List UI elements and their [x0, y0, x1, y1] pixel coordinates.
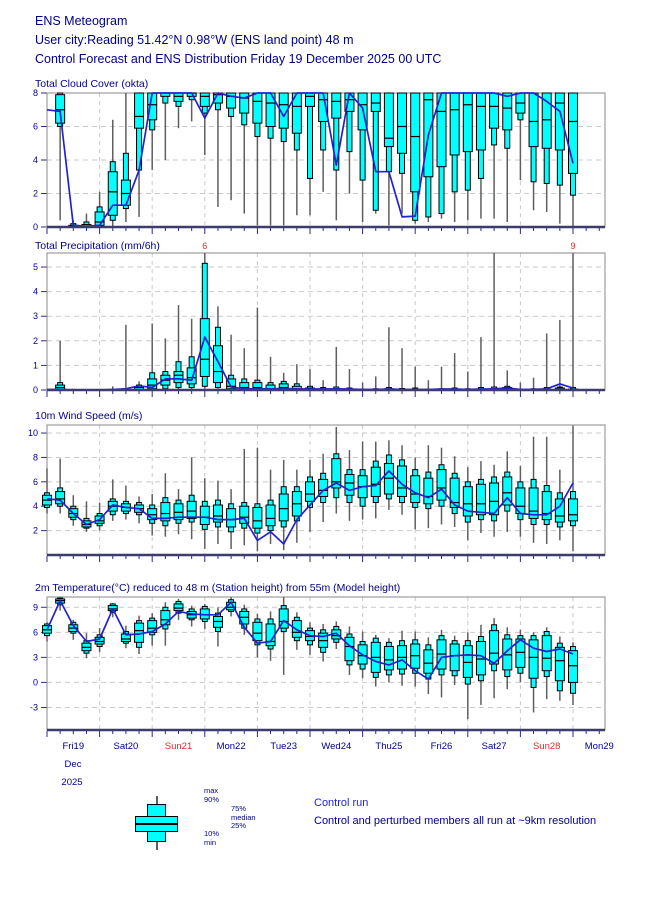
page-title: ENS Meteogram [35, 14, 128, 28]
svg-text:-3: -3 [29, 702, 38, 713]
day-label-fri26: Fri26 [430, 741, 453, 752]
wind-panel-title: 10m Wind Speed (m/s) [35, 410, 143, 422]
day-label-sun28: Sun28 [532, 741, 561, 752]
legend-resolution-note: Control and perturbed members all run at ~9km resolution [314, 815, 597, 827]
legend-quartile-labels: 75% median 25% [231, 804, 256, 830]
svg-text:0: 0 [32, 385, 38, 395]
svg-text:3: 3 [32, 311, 38, 322]
svg-text:5: 5 [32, 262, 38, 273]
svg-text:0: 0 [32, 222, 38, 232]
legend-median-line [135, 823, 178, 825]
svg-text:6: 6 [32, 476, 38, 487]
svg-text:3: 3 [32, 652, 38, 663]
x-axis-month-label: Dec [64, 759, 82, 770]
svg-text:2: 2 [32, 188, 38, 199]
day-label-mon29: Mon29 [584, 741, 614, 752]
offscale-max-label: 9 [570, 241, 576, 251]
temperature-2m-panel [0, 584, 650, 740]
header-run-line: Control Forecast and ENS Distribution Friday 19 December 2025 00 UTC [35, 52, 442, 66]
svg-text:4: 4 [32, 286, 38, 297]
day-label-sun21: Sun21 [164, 741, 193, 752]
svg-text:9: 9 [32, 602, 38, 613]
total-precipitation-panel [0, 240, 650, 400]
day-label-sat27: Sat27 [481, 741, 507, 752]
legend-max-label: max 90% [204, 786, 220, 804]
legend-min-label: 10% min [204, 829, 220, 847]
svg-text:8: 8 [32, 88, 38, 98]
svg-text:4: 4 [32, 155, 38, 165]
svg-text:1: 1 [32, 360, 38, 371]
svg-text:6: 6 [32, 121, 38, 132]
svg-text:6: 6 [32, 627, 38, 638]
day-label-mon22: Mon22 [216, 741, 246, 752]
total-cloud-cover-panel [0, 80, 650, 237]
day-label-fri19: Fri19 [62, 741, 85, 752]
box-whisker-legend-symbol [130, 794, 186, 854]
temp-panel-title: 2m Temperature(°C) reduced to 48 m (Station height) from 55m (Model height) [35, 582, 401, 594]
x-axis-year-label: 2025 [61, 777, 83, 788]
svg-text:8: 8 [32, 452, 38, 463]
svg-text:10: 10 [27, 428, 38, 439]
header-location-line: User city:Reading 51.42°N 0.98°W (ENS land point) 48 m [35, 33, 354, 47]
wind-speed-10m-panel [0, 412, 650, 565]
day-label-thu25: Thu25 [375, 741, 403, 752]
svg-text:2: 2 [32, 335, 38, 346]
cloud-panel-title: Total Cloud Cover (okta) [35, 78, 149, 90]
svg-text:4: 4 [32, 501, 38, 512]
day-label-tue23: Tue23 [270, 741, 297, 752]
svg-text:0: 0 [32, 677, 38, 688]
day-label-sat20: Sat20 [113, 741, 139, 752]
x-axis-day-labels [0, 741, 650, 754]
precip-panel-title: Total Precipitation (mm/6h) [35, 240, 160, 252]
day-label-wed24: Wed24 [321, 741, 352, 752]
svg-text:2: 2 [32, 525, 38, 536]
legend-control-run-label: Control run [314, 797, 369, 809]
offscale-max-label: 6 [202, 241, 208, 251]
